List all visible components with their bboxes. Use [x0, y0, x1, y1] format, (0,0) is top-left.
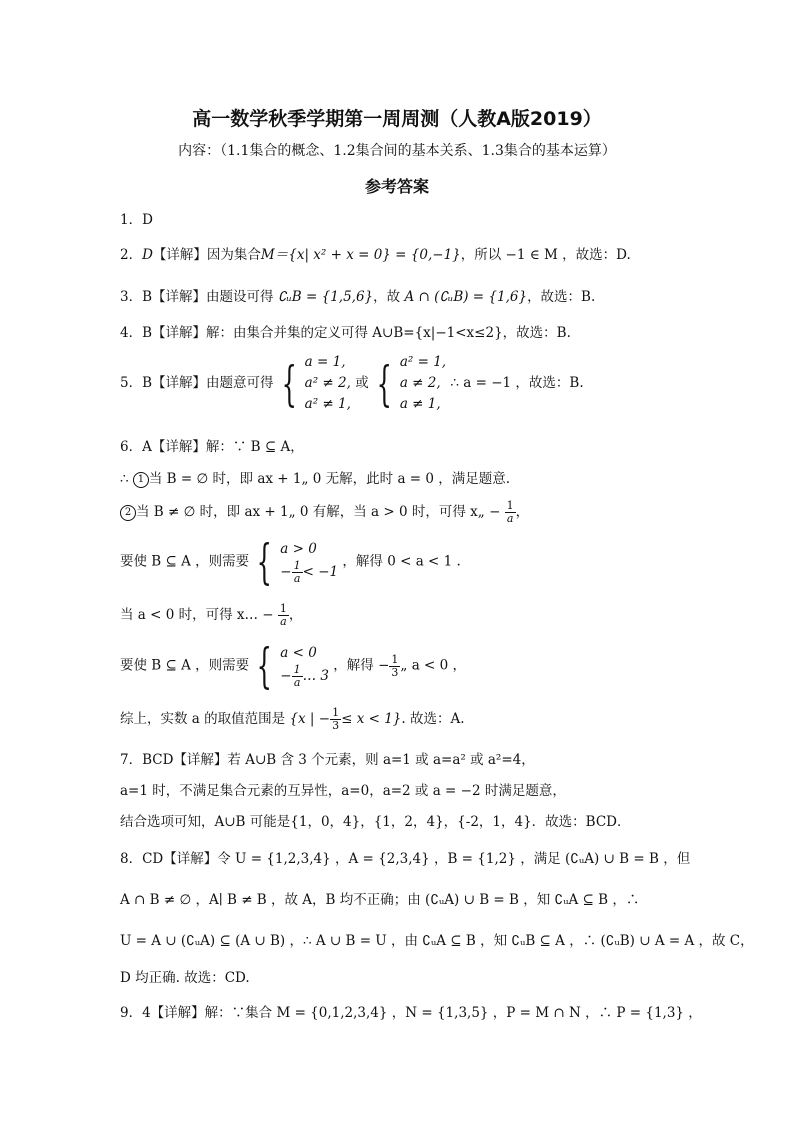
answer-9: 9．4【详解】解：∵集合 M = {0,1,2,3,4} ，N = {1,3,5} ，P = M ∩ N ，∴ P = {1,3} ，	[120, 1005, 702, 1021]
answer-5-case-1	[305, 352, 351, 415]
case-line: a = 1,	[304, 354, 346, 370]
answer-3-tail: ，故选：B.	[527, 289, 596, 305]
circled-number: 1	[133, 472, 149, 488]
left-brace: {	[281, 355, 297, 412]
answer-6-line-6: 要使 B ⊆ A ，则需要 { a < 0 − $\frac{1}{a}$ … 3 ，解得 − $\frac{1}{3}$ „ a < 0 ，	[120, 638, 467, 694]
fraction: $\frac{1}{3}$	[332, 706, 340, 732]
answer-8-line-1: 8．CD【详解】令 U = {1,2,3,4} ，A = {2,3,4} ，B = {1,2} ，满足 (∁ᵤA) ∪ B = B ，但	[120, 851, 691, 867]
requirement-text: 要使 B ⊆ A ，则需要	[120, 553, 250, 570]
answer-6-case-nonempty: 当 B ≠ ∅ 时，即 ax + 1„ 0 有解，当 a > 0 时，可得 x„ −	[136, 504, 501, 520]
fraction: $\frac{1}{a}$	[293, 663, 301, 689]
answer-6-line-3: 2 当 B ≠ ∅ 时，即 ax + 1„ 0 有解，当 a > 0 时，可得 x„ − $\frac{1}{a}$ ，	[120, 500, 529, 525]
range-math: {x | −	[289, 711, 331, 727]
conclusion-text: 综上，实数 a 的取值范围是	[120, 711, 286, 727]
case-line: a < 0	[280, 645, 317, 661]
answer-2-prefix: 2．	[120, 247, 143, 263]
answer-5	[120, 352, 584, 415]
therefore-symbol: ∴	[120, 471, 129, 487]
answer-7-line-3: 结合选项可知，A∪B 可能是{1，0，4}，{1，2，4}，{-2，1，4}．故选：BCD．	[120, 814, 631, 830]
condition-cases	[280, 643, 329, 689]
case-line: −	[280, 564, 292, 580]
answer-3-math: ∁ᵤB = {1,5,6}	[277, 289, 374, 305]
answer-8-line-2: A ∩ B ≠ ∅ ，A∣ B ≠ B ，故 A，B 均不正确；由 (∁ᵤA) ∪ B = B ，知 ∁ᵤA ⊆ B ，∴	[120, 892, 640, 908]
answer-3-prefix: 3．B【详解】由题设可得	[120, 289, 274, 305]
answer-6-line-2	[120, 467, 510, 488]
case-line: … 3	[302, 668, 329, 684]
case-line: a > 0	[280, 541, 317, 557]
answer-1: 1．D	[120, 212, 153, 228]
case-line: a ≠ 2,	[399, 375, 441, 391]
answer-4: 4．B【详解】解：由集合并集的定义可得 A∪B={x|−1<x≤2}，故选：B.	[120, 325, 571, 341]
answer-2	[120, 243, 631, 263]
answer-2-tail: ，所以 −1 ∈ M ，故选：D.	[460, 247, 631, 263]
answer-8-line-3: U = A ∪ (∁ᵤA) ⊆ (A ∪ B) ，∴ A ∪ B = U ，由 ∁ᵤA ⊆ B ，知 ∁ᵤB ⊆ A ，∴ (∁ᵤB) ∪ A = A ，故 C，	[120, 933, 754, 949]
answer-6-line-4	[120, 534, 461, 590]
answer-5-case-2	[400, 352, 446, 415]
left-brace: {	[376, 355, 392, 412]
fraction: $\frac{1}{a}$	[279, 602, 287, 628]
case-line: < −1	[302, 564, 339, 580]
answer-2-text: 【详解】因为集合	[152, 247, 261, 263]
left-brace: {	[257, 638, 273, 694]
answer-3-mid: ，故	[373, 289, 401, 305]
range-math: ≤ x < 1}	[341, 711, 402, 727]
fraction: $\frac{1}{a}$	[293, 559, 301, 585]
page-subtitle: 内容：（1.1集合的概念、1.2集合间的基本关系、1.3集合的基本运算）	[178, 143, 616, 159]
page-title: 高一数学秋季学期第一周周测（人教A版2019）	[192, 108, 602, 130]
answer-6-line-5: 当 a < 0 时，可得 x… − $\frac{1}{a}$ ，	[120, 602, 303, 628]
answers-heading: 参考答案	[364, 177, 429, 196]
answer-2-choice: D	[142, 247, 153, 263]
answer-8-line-4: D 均正确. 故选：CD.	[120, 970, 250, 986]
answer-5-prefix: 5．B【详解】由题意可得	[120, 375, 274, 391]
requirement-text: 要使 B ⊆ A ，则需要	[120, 657, 250, 674]
answer-5-tail: ∴ a = −1 ，故选：B.	[450, 375, 584, 391]
answer-5-or: 或	[355, 375, 369, 391]
condition-cases	[280, 539, 338, 585]
left-brace: {	[257, 534, 273, 590]
answer-7-line-1: 7．BCD【详解】若 A∪B 含 3 个元素，则 a=1 或 a=a² 或 a²=4，	[120, 752, 535, 768]
case-line: a² ≠ 1,	[304, 396, 351, 412]
negative-case-text: 当 a < 0 时，可得 x… −	[120, 607, 274, 623]
case-line: a ≠ 1,	[399, 396, 441, 412]
answer-6-line-7: 综上，实数 a 的取值范围是 {x | − $\frac{1}{3}$ ≤ x < 1}. 故选：A.	[120, 706, 465, 732]
answer-7-line-2: a=1 时，不满足集合元素的互异性，a=0，a=2 或 a = −2 时满足题意，	[120, 783, 566, 799]
answer-2-math: M＝{x| x² + x = 0} = {0,−1}	[260, 247, 461, 263]
case-line: a² = 1,	[399, 354, 447, 370]
case-line: −	[280, 668, 292, 684]
answer-6-line-1: 6．A【详解】解：∵ B ⊆ A，	[120, 439, 304, 455]
answer-3	[120, 285, 595, 305]
solution-text: ，解得 −	[333, 657, 390, 674]
fraction: $\frac{1}{3}$	[391, 652, 399, 679]
solution-text: ，解得 0 < a < 1 .	[342, 553, 461, 570]
circled-number: 2	[120, 505, 136, 521]
answer-6-case-empty: 当 B = ∅ 时，即 ax + 1„ 0 无解，此时 a = 0 ，满足题意.	[148, 471, 511, 487]
case-line: a² ≠ 2,	[304, 375, 351, 391]
fraction: $\frac{1}{a}$	[506, 499, 514, 525]
answer-3-math-2: A ∩ (∁ᵤB) = {1,6}	[404, 289, 528, 305]
